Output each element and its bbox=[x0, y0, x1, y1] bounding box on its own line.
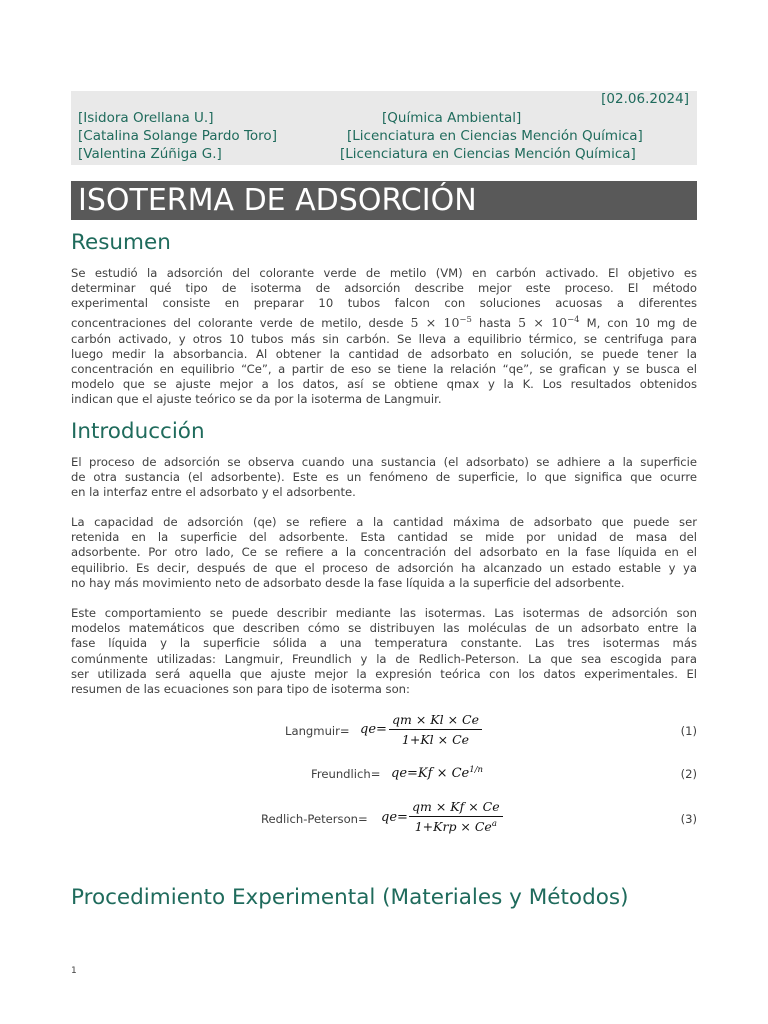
text-line: indican que el ajuste teórico se da por la isoterma de Langmuir. bbox=[71, 392, 442, 407]
fraction-numerator: qm × Kf × Ce bbox=[409, 799, 503, 817]
text-line: equilibrio. Es decir, después de que el proceso de adsorción ha alcanzado un estado estable y ya bbox=[71, 560, 697, 575]
text-line: fase líquida y la superficie sólida a una temperatura constante. Las tres isotermas más bbox=[71, 636, 697, 651]
author-2: [Catalina Solange Pardo Toro] bbox=[78, 128, 277, 144]
program-2: [Licenciatura en Ciencias Mención Química] bbox=[347, 128, 643, 144]
text-line: de otra sustancia (el adsorbente). Este es un fenómeno de superficie, lo que significa que ocurre bbox=[71, 470, 697, 485]
text-line: El proceso de adsorción se observa cuando una sustancia (el adsorbato) se adhiere a la superficie bbox=[71, 455, 697, 469]
text-line: en la interfaz entre el adsorbato y el adsorbente. bbox=[71, 485, 356, 500]
text-line: retenida en la superficie del adsorbente. Esta cantidad se mide por unidad de masa del bbox=[71, 530, 697, 545]
equation-number: (3) bbox=[680, 812, 697, 826]
text-line: carbón activado, y otros 10 tubos más sin carbón. Se lleva a equilibrio térmico, se centrifuga para bbox=[71, 331, 697, 346]
equation-fraction bbox=[389, 712, 482, 747]
equation-number: (2) bbox=[680, 767, 697, 781]
equation-number: (1) bbox=[680, 724, 697, 738]
text-fragment: concentraciones del colorante verde de metilo, desde bbox=[71, 315, 404, 330]
conc-low bbox=[411, 315, 472, 330]
conc-high-exponent: −4 bbox=[567, 314, 580, 325]
heading-procedimiento: Procedimiento Experimental (Materiales y Métodos) bbox=[71, 885, 629, 910]
denominator-exponent: a bbox=[491, 819, 497, 829]
conc-high bbox=[518, 315, 579, 330]
intro-paragraph-2 bbox=[71, 515, 697, 591]
text-line: comúnmente utilizadas: Langmuir, Freundlich y la de Redlich-Peterson. La que sea escogida para bbox=[71, 651, 697, 666]
text-fragment: M, con 10 mg de bbox=[586, 315, 698, 330]
equation-label: Redlich-Peterson= bbox=[261, 812, 368, 826]
text-line: adsorbente. Por otro lado, Ce se refiere a la concentración del adsorbato en la fase líquida en el bbox=[71, 545, 697, 560]
fraction-denominator bbox=[409, 817, 503, 834]
text-line: experimental consiste en preparar 10 tubos falcon con soluciones acuosas a diferentes bbox=[71, 296, 697, 311]
text-line: resumen de las ecuaciones son para tipo de isoterma son: bbox=[71, 682, 410, 697]
heading-introduccion: Introducción bbox=[71, 419, 205, 444]
equation-langmuir bbox=[71, 712, 697, 752]
program-1: [Química Ambiental] bbox=[382, 110, 522, 126]
denominator-text: 1+Krp × Ce bbox=[414, 819, 492, 834]
text-line: determinar qué tipo de isoterma de adsorción describe mejor este proceso. El método bbox=[71, 281, 697, 296]
fraction-denominator: 1+Kl × Ce bbox=[401, 732, 470, 747]
text-line: luego medir la absorbancia. Al obtener la cantidad de adsorbato en solución, se puede tener la bbox=[71, 346, 697, 361]
equation-fraction bbox=[409, 799, 503, 834]
intro-paragraph-1 bbox=[71, 455, 697, 501]
resumen-paragraph bbox=[71, 266, 697, 408]
text-line: La capacidad de adsorción (qe) se refiere a la cantidad máxima de adsorbato que puede ser bbox=[71, 515, 697, 529]
fraction-numerator: qm × Kl × Ce bbox=[389, 712, 482, 730]
text-line: ser utilizada será aquella que ajuste mejor la expresión teórica con los datos experimentales. El bbox=[71, 666, 697, 681]
author-3: [Valentina Zúñiga G.] bbox=[78, 146, 222, 162]
equation-exponent: 1/n bbox=[469, 765, 483, 775]
report-date: [02.06.2024] bbox=[601, 91, 689, 107]
text-line: no hay más movimiento neto de adsorbato desde la fase líquida a la superficie del adsorbente. bbox=[71, 575, 625, 590]
equation-label: Freundlich= bbox=[311, 767, 381, 781]
heading-resumen: Resumen bbox=[71, 230, 171, 255]
equation-expression bbox=[391, 765, 483, 781]
equation-label: Langmuir= bbox=[285, 724, 350, 738]
equation-redlich-peterson bbox=[71, 799, 697, 839]
page-number: 1 bbox=[71, 966, 77, 976]
equation-lhs: qe= bbox=[360, 722, 387, 737]
conc-low-exponent: −5 bbox=[459, 314, 472, 325]
equation-lhs: qe= bbox=[381, 810, 408, 825]
text-line: modelo que se ajuste mejor a los datos, así se obtiene qmax y la K. Los resultados obtenidos bbox=[71, 377, 697, 392]
author-1: [Isidora Orellana U.] bbox=[78, 110, 214, 126]
text-line-concentrations bbox=[71, 312, 697, 332]
equation-lhs: qe=Kf × Ce bbox=[391, 766, 470, 781]
program-3: [Licenciatura en Ciencias Mención Química] bbox=[340, 146, 636, 162]
text-line: concentración en equilibrio “Ce”, a partir de eso se tiene la relación “qe”, se grafican y se busca el bbox=[71, 362, 697, 377]
text-line: Se estudió la adsorción del colorante verde de metilo (VM) en carbón activado. El objetivo es bbox=[71, 266, 697, 280]
text-line: Este comportamiento se puede describir mediante las isotermas. Las isotermas de adsorción son bbox=[71, 606, 697, 620]
document-title: ISOTERMA DE ADSORCIÓN bbox=[71, 181, 697, 220]
equation-freundlich bbox=[71, 762, 697, 802]
conc-low-mantissa: 5 × 10 bbox=[410, 314, 460, 330]
conc-high-mantissa: 5 × 10 bbox=[518, 314, 568, 330]
intro-paragraph-3 bbox=[71, 606, 697, 697]
text-line: modelos matemáticos que describen cómo se distribuyen las moléculas de un adsorbato entre la bbox=[71, 621, 697, 636]
text-fragment: hasta bbox=[478, 315, 512, 330]
